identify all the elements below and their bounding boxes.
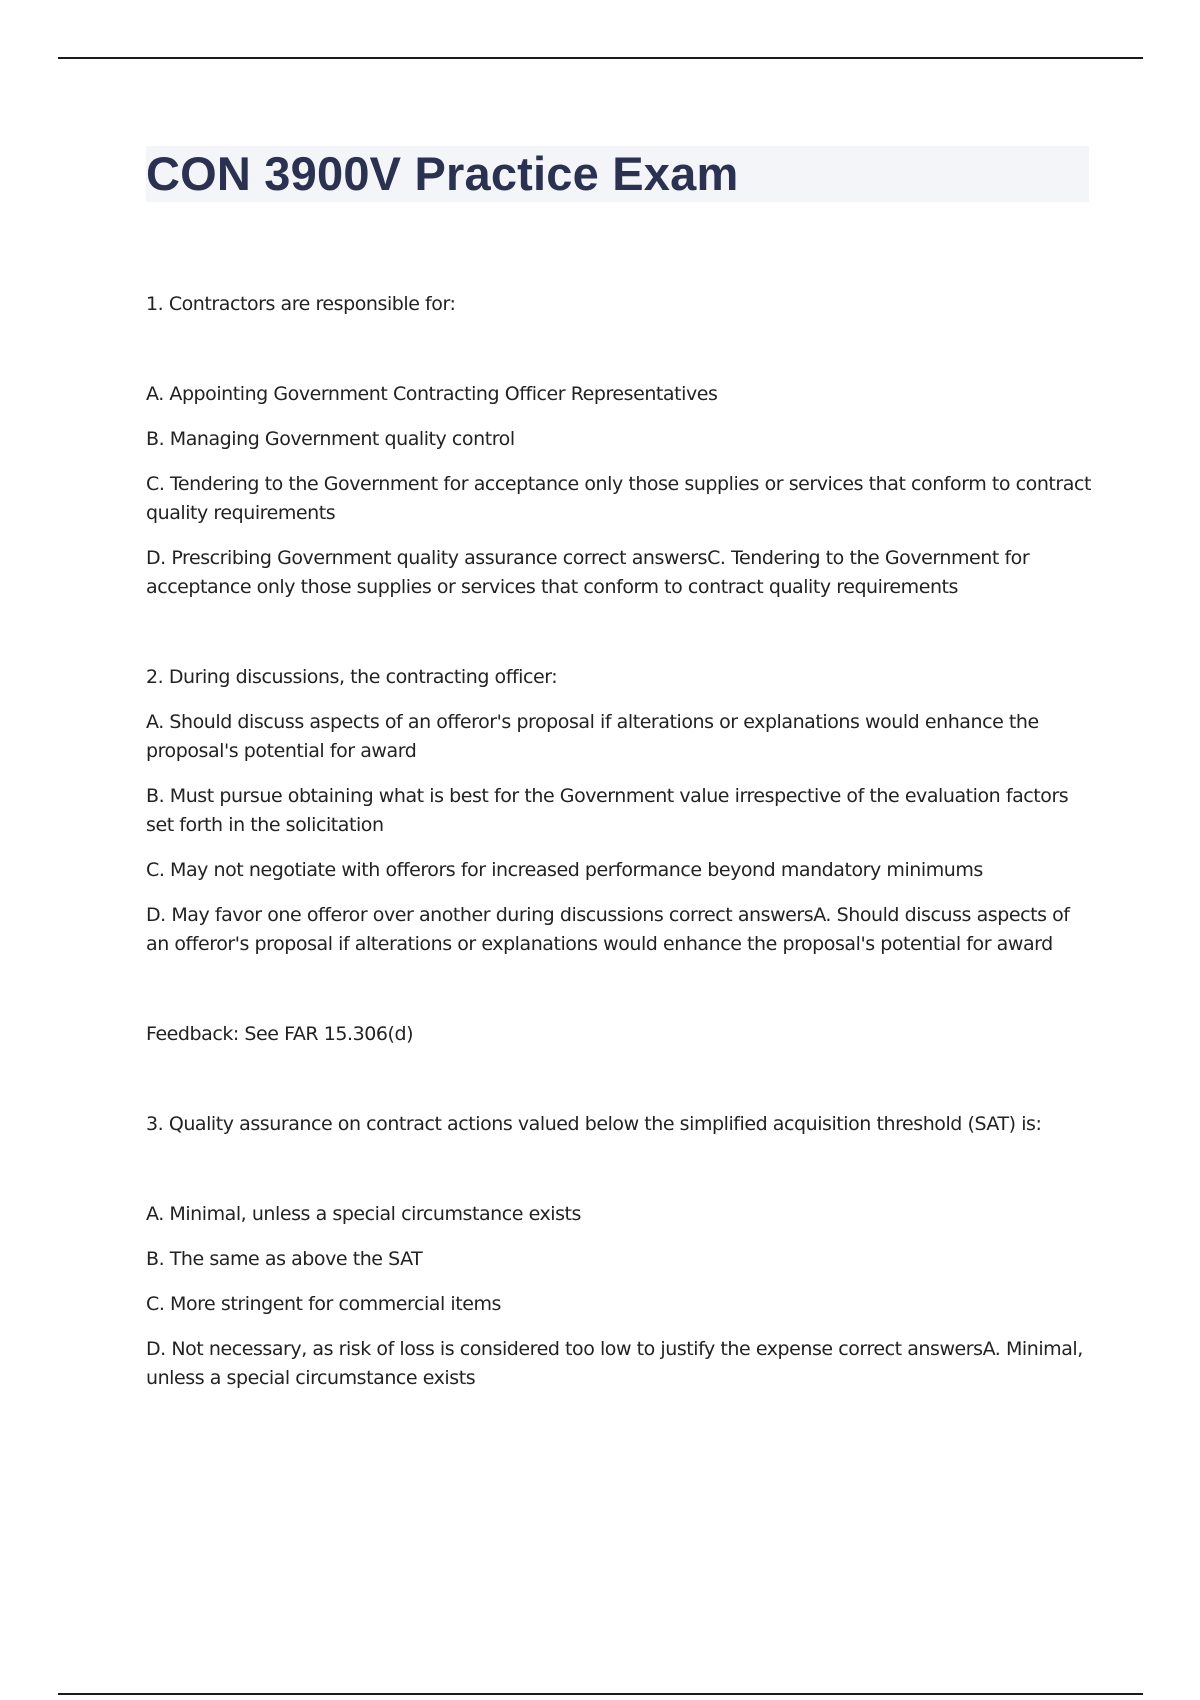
question-3-prompt: 3. Quality assurance on contract actions valued below the simplified acquisition threshold (SAT) is: — [146, 1113, 1042, 1135]
header-rule — [58, 57, 1143, 59]
question-2-prompt: 2. During discussions, the contracting officer: — [146, 666, 558, 688]
question-1-option-c: C. Tendering to the Government for acceptance only those supplies or services that conform to contract quality requirements — [146, 473, 1091, 524]
footer-rule — [58, 1693, 1143, 1695]
question-3-option-b: B. The same as above the SAT — [146, 1248, 423, 1270]
question-2-option-c: C. May not negotiate with offerors for increased performance beyond mandatory minimums — [146, 859, 983, 881]
question-2-option-a: A. Should discuss aspects of an offeror's proposal if alterations or explanations would enhance the proposal's potential for award — [146, 711, 1039, 762]
question-3-option-d: D. Not necessary, as risk of loss is considered too low to justify the expense correct answersA. Minimal, unless a special circumstance exists — [146, 1338, 1083, 1389]
question-1-option-d: D. Prescribing Government quality assurance correct answersC. Tendering to the Government for acceptance only those supplies or services that conform to contract quality requirements — [146, 547, 1030, 598]
question-2-feedback: Feedback: See FAR 15.306(d) — [146, 1023, 414, 1045]
question-3-option-c: C. More stringent for commercial items — [146, 1293, 501, 1315]
exam-content — [146, 290, 1091, 1393]
question-1-option-b: B. Managing Government quality control — [146, 428, 515, 450]
question-1-option-a: A. Appointing Government Contracting Officer Representatives — [146, 383, 718, 405]
question-2-option-d: D. May favor one offeror over another during discussions correct answersA. Should discuss aspects of an offeror's proposal if alterations or explanations would enhance the proposal's potential for award — [146, 904, 1070, 955]
question-3-option-a: A. Minimal, unless a special circumstance exists — [146, 1203, 582, 1225]
question-1-prompt: 1. Contractors are responsible for: — [146, 293, 456, 315]
question-2-option-b: B. Must pursue obtaining what is best for the Government value irrespective of the evaluation factors set forth in the solicitation — [146, 785, 1069, 836]
page-title: CON 3900V Practice Exam — [146, 147, 739, 200]
